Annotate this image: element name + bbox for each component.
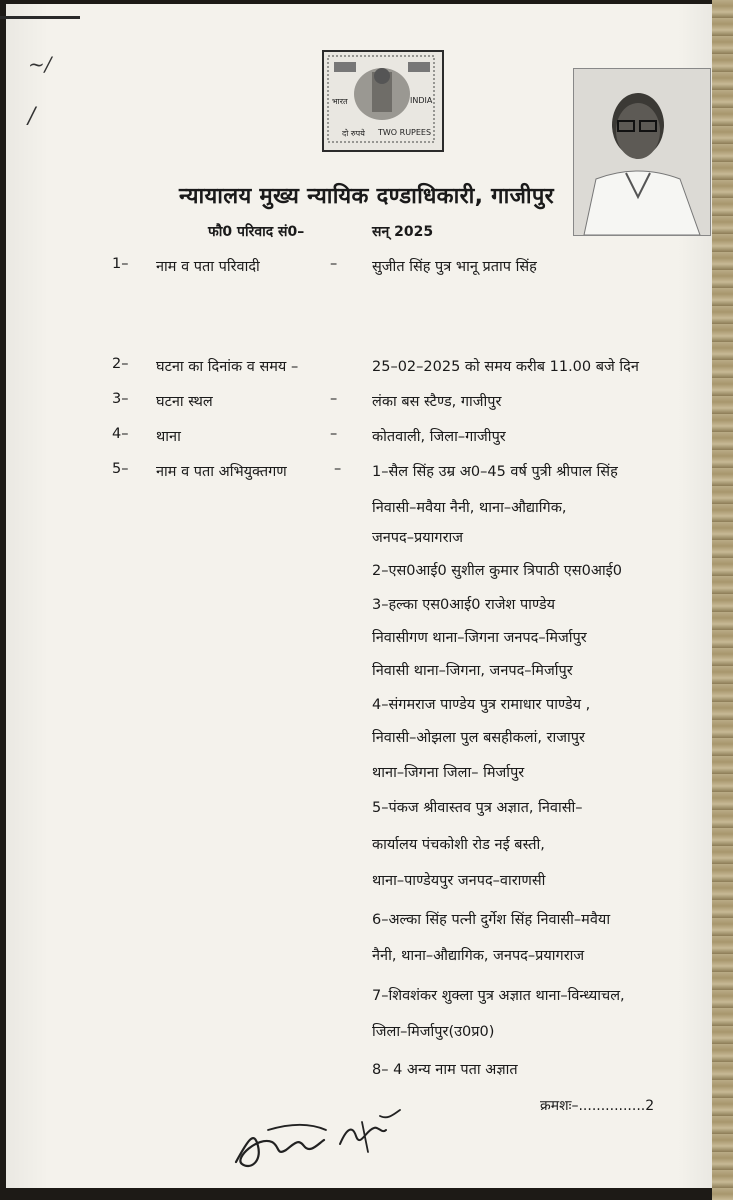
stamp-country-hindi: भारत <box>332 97 348 106</box>
accused-line: 8– 4 अन्य नाम पता अज्ञात <box>372 1062 518 1078</box>
accused-line: जिला–मिर्जापुर(उ0प्र0) <box>372 1024 495 1040</box>
item-number: 4– <box>112 426 129 442</box>
accused-line: कार्यालय पंचकोशी रोड नई बस्ती, <box>372 837 545 853</box>
item-dash: – <box>330 426 338 442</box>
item-value: सुजीत सिंह पुत्र भानू प्रताप सिंह <box>372 259 537 275</box>
stamp-country-english: INDIA <box>410 96 433 105</box>
accused-line: निवासी–मवैया नैनी, थाना–औद्यागिक, <box>372 500 567 516</box>
accused-line: 3–हल्का एस0आई0 राजेश पाण्डेय <box>372 597 555 613</box>
accused-line: 7–शिवशंकर शुक्ला पुत्र अज्ञात थाना–विन्ध्याचल, <box>372 988 625 1004</box>
item-value: लंका बस स्टैण्ड, गाजीपुर <box>372 394 502 410</box>
item-number: 1– <box>112 256 129 272</box>
revenue-stamp <box>322 50 444 152</box>
accused-line: निवासी–ओझला पुल बसहीकलां, राजापुर <box>372 730 585 746</box>
accused-line: जनपद–प्रयागराज <box>372 530 464 546</box>
case-number-label: फौ0 परिवाद सं0– <box>208 224 305 240</box>
item-label: घटना स्थल <box>156 394 213 410</box>
item-dash: – <box>330 391 338 407</box>
item-dash: – <box>330 256 338 272</box>
item-dash: – <box>334 461 342 477</box>
item-number: 2– <box>112 356 129 372</box>
signature-icon <box>228 1100 418 1180</box>
item-number: 3– <box>112 391 129 407</box>
margin-mark-bottom: / <box>28 104 36 129</box>
item-number: 5– <box>112 461 129 477</box>
accused-line: 6–अल्का सिंह पत्नी दुर्गेश सिंह निवासी–मवैया <box>372 912 611 928</box>
accused-line: नैनी, थाना–औद्यागिक, जनपद–प्रयागराज <box>372 948 585 964</box>
accused-line: 2–एस0आई0 सुशील कुमार त्रिपाठी एस0आई0 <box>372 563 623 579</box>
accused-line: निवासीगण थाना–जिगना जनपद–मिर्जापुर <box>372 630 587 646</box>
item-label: नाम व पता अभियुक्तगण <box>156 464 287 480</box>
accused-line: थाना–जिगना जिला– मिर्जापुर <box>372 765 525 781</box>
continued-marker: क्रमशः–...............2 <box>540 1098 655 1114</box>
stamp-value-hindi: दो रुपये <box>342 129 365 138</box>
margin-mark-top: ~/ <box>28 52 52 76</box>
item-label: थाना <box>156 429 181 445</box>
accused-line: 5–पंकज श्रीवास्तव पुत्र अज्ञात, निवासी– <box>372 800 583 816</box>
item-label: नाम व पता परिवादी <box>156 259 260 275</box>
court-heading: न्यायालय मुख्य न्यायिक दण्डाधिकारी, गाजीपुर <box>179 184 554 209</box>
item-value: कोतवाली, जिला–गाजीपुर <box>372 429 506 445</box>
accused-line: 4–संगमराज पाण्डेय पुत्र रामाधार पाण्डेय , <box>372 697 591 713</box>
accused-line: 1–सैल सिंह उम्र अ0–45 वर्ष पुत्री श्रीपाल सिंह <box>372 464 618 480</box>
item-value: 25–02–2025 को समय करीब 11.00 बजे दिन <box>372 359 639 375</box>
complainant-photo <box>573 68 711 236</box>
item-label: घटना का दिनांक व समय – <box>156 359 299 375</box>
top-margin-line <box>0 16 80 19</box>
accused-line: थाना–पाण्डेयपुर जनपद–वाराणसी <box>372 873 546 889</box>
accused-line: निवासी थाना–जिगना, जनपद–मिर्जापुर <box>372 663 573 679</box>
year-label: सन् 2025 <box>372 224 434 240</box>
person-photo-icon <box>574 69 710 235</box>
stamp-value-english: TWO RUPEES <box>378 128 432 137</box>
